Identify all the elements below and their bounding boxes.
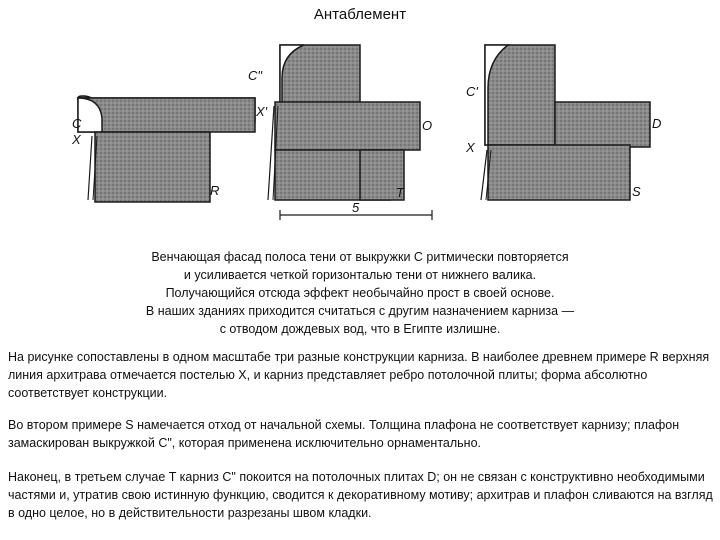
caption-line: Венчающая фасад полоса тени от выкружки С ритмически повторяется [151,250,569,264]
label-r: R [210,183,220,198]
figure-caption [80,248,640,338]
label-s: S [632,184,641,199]
entablature-figure [60,40,660,230]
page-title: Антаблемент [313,6,407,23]
label-x-right: X [466,140,475,155]
cornice-example-r [78,96,255,202]
cornice-example-t [268,45,432,220]
label-o: O [422,118,433,133]
cornice-example-s [481,45,650,200]
label-c-dbl: C" [248,68,263,83]
label-x-prime: X' [256,104,268,119]
paragraph-2: Во втором примере S намечается отход от начальной схемы. Толщина плафона не соответствует карнизу; плафон замаскирован выкружкой С", которая применена исключительно орнаментально. [8,418,680,450]
label-c: C [72,116,82,131]
label-t: T [396,185,404,200]
caption-line: В наших зданиях приходится считаться с другим назначением карниза — [145,304,575,318]
caption-line: Получающийся отсюда эффект необычайно прост в своей основе. [165,286,555,300]
caption-line: и усиливается четкой горизонталью тени от нижнего валика. [183,268,537,282]
label-c-prime: C' [466,84,478,99]
caption-line: с отводом дождевых вод, что в Египте излишне. [219,322,501,336]
paragraph-1: На рисунке сопоставлены в одном масштабе три разные конструкции карниза. В наиболее древнем примере R верхняя линия архитрава отмечается постелью X, и карниз представляет ребро потолочной плиты; форма абсолютно соответствует конструкции. [8,350,710,400]
label-scale: 5 [352,200,360,215]
label-d: D [652,116,662,131]
label-x: X [72,132,81,147]
paragraph-3: Наконец, в третьем случае T карниз С" покоится на потолочных плитах D; он не связан с конструктивно необходимыми частями и, утратив свою истинную функцию, сводится к декоративному мотиву; архитрав и плафон сливаются на взгляд в одно целое, но в действительности разрезаны швом кладки. [8,470,713,520]
